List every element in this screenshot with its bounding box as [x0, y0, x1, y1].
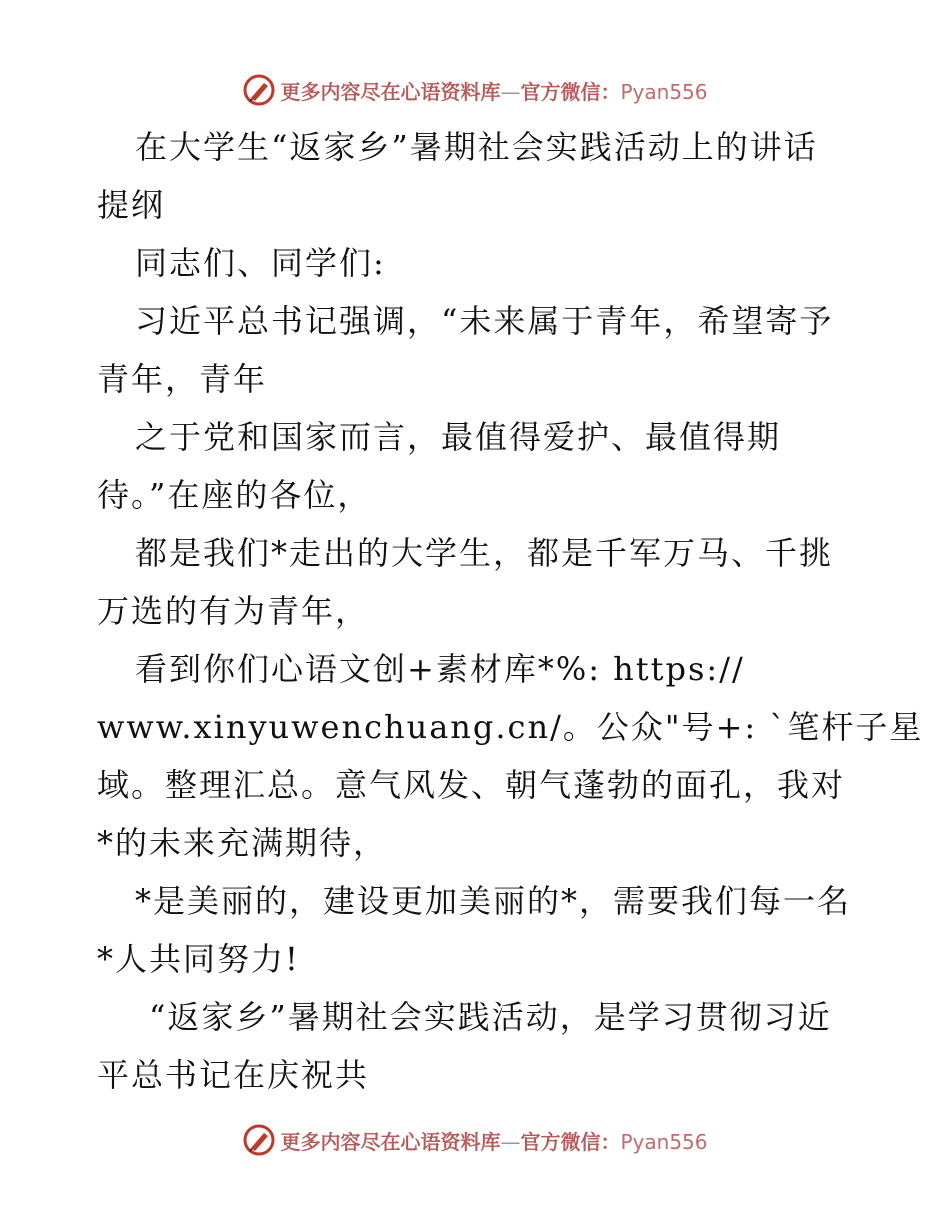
- header-banner: [0, 70, 950, 110]
- paragraph-line: 域。整理汇总。意气风发、朝气蓬勃的面孔，我对: [97, 766, 846, 804]
- paragraph-line: 青年，青年: [97, 360, 268, 398]
- banner-official-label: 官方微信：: [520, 79, 621, 104]
- paragraph-line: 都是我们*走出的大学生，都是千军万马、千挑: [135, 534, 834, 572]
- paragraph-line: 万选的有为青年，: [97, 592, 370, 630]
- banner-wechat-id: Pyan556: [620, 1129, 708, 1154]
- paragraph-line: 之于党和国家而言，最值得爱护、最值得期: [135, 418, 782, 456]
- doc-title-line-2: 提纲: [97, 186, 166, 224]
- pen-logo-icon: [242, 73, 276, 107]
- paragraph-line: 习近平总书记强调，“未来属于青年，希望寄予: [135, 302, 834, 340]
- paragraph-line: 待。”在座的各位，: [97, 476, 372, 514]
- pen-logo-icon: [242, 1123, 276, 1157]
- banner-text: [280, 76, 707, 105]
- banner-separator: —: [500, 79, 521, 104]
- banner-wechat-id: Pyan556: [620, 79, 708, 104]
- banner-official-label: 官方微信：: [520, 1129, 621, 1154]
- banner-text: [280, 1126, 707, 1155]
- paragraph-line: *的未来充满期待，: [97, 824, 388, 862]
- paragraph-line: 平总书记在庆祝共: [97, 1056, 370, 1094]
- banner-separator: —: [500, 1129, 521, 1154]
- paragraph-line: 看到你们心语文创+素材库*%: https://: [135, 650, 745, 688]
- document-body: [97, 118, 924, 1104]
- doc-title-line-1: 在大学生“返家乡”暑期社会实践活动上的讲话: [135, 128, 818, 166]
- footer-banner: [0, 1120, 950, 1160]
- salutation: 同志们、同学们:: [135, 244, 386, 282]
- paragraph-line: *是美丽的，建设更加美丽的*，需要我们每一名: [135, 882, 852, 920]
- banner-main-text: 更多内容尽在心语资料库: [280, 79, 501, 104]
- paragraph-line: *人共同努力!: [97, 940, 300, 978]
- paragraph-line: www.xinyuwenchuang.cn/。公众"号+: `笔杆子星: [97, 708, 924, 746]
- banner-main-text: 更多内容尽在心语资料库: [280, 1129, 501, 1154]
- paragraph-line: “返家乡”暑期社会实践活动，是学习贯彻习近: [149, 998, 832, 1036]
